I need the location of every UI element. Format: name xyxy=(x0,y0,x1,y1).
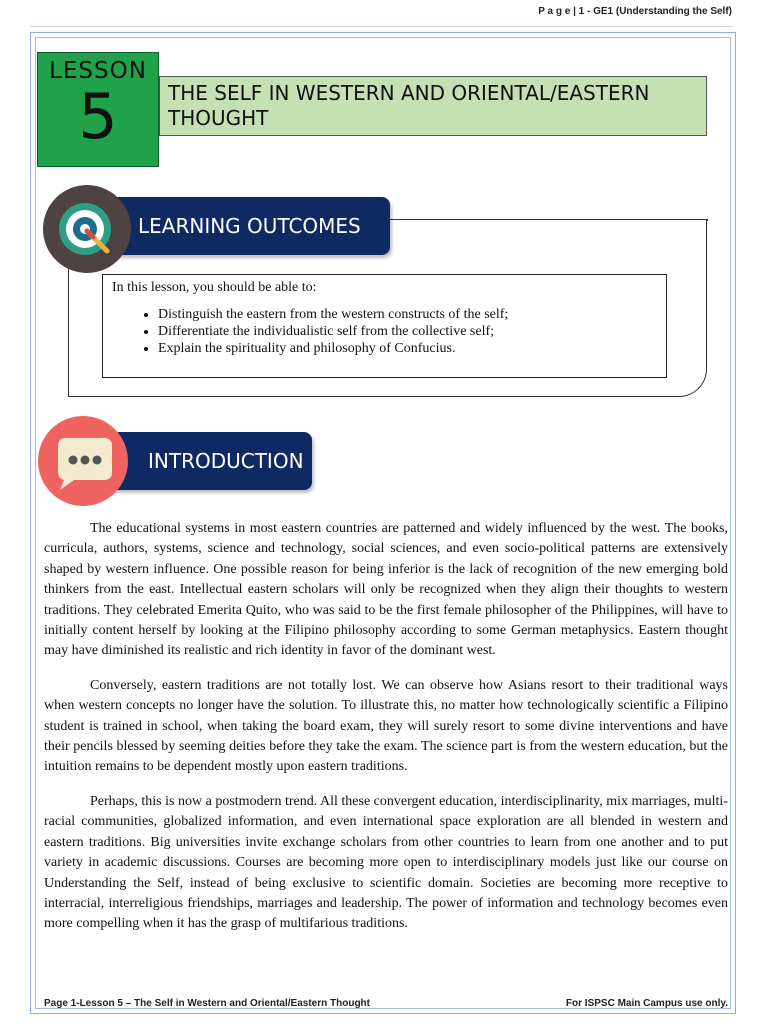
page-header xyxy=(30,6,732,27)
lesson-number-box xyxy=(37,52,159,167)
list-item: • Explain the spirituality and philosophy of Confucius. xyxy=(158,340,657,357)
learning-outcomes-outline-top xyxy=(390,219,708,221)
target-icon xyxy=(43,185,131,273)
introduction-body xyxy=(44,519,728,949)
page-header-text: P a g e | 1 - GE1 (Understanding the Self) xyxy=(538,6,732,17)
intro-paragraph-1: The educational systems in most eastern countries are patterned and widely influenced by the west. The books, curricula, authors, systems, science and technology, social sciences, and even socio-political patterns are extensively shaped by western influence. One possible reason for being inferior is the lack of recognition of the new emerging bold thinkers from the east. Intellectual eastern scholars will only be recognized when they align their thoughts to western traditions. They celebrated Emerita Quito, who was said to be the first female philosopher of the Philippines, will have to initially content herself by looking at the Filipino philosophy according to some German metaphysics. Eastern thought may have diminished its realistic and rich identity in favor of the dominant west. xyxy=(44,521,728,659)
learning-outcomes-heading xyxy=(88,197,390,255)
chat-bubble-icon xyxy=(38,416,128,506)
lesson-title: THE SELF IN WESTERN AND ORIENTAL/EASTERN THOUGHT xyxy=(159,76,707,136)
learning-outcomes-heading-text: LEARNING OUTCOMES xyxy=(138,214,361,238)
intro-paragraph-3: Perhaps, this is now a postmodern trend. All these convergent education, interdisciplinarity, mix marriages, multi-racial communities, globalized information, and even international space exploration are all blended in western and eastern traditions. Big universities invite exchange scholars from other countries to learn from one another and to put variety in academic discussions. Courses are becoming more open to interdisciplinary models just like our course on Understanding the Self, instead of being exclusive to scientific domain. Societies are becoming more receptive to interracial, interreligious friendships, marriages and leadership. The power of information and technology becomes even more compelling when it has the grasp of multifarious traditions. xyxy=(44,793,728,932)
page-footer xyxy=(44,998,728,1012)
list-item: • Distinguish the eastern from the western constructs of the self; xyxy=(158,306,657,323)
list-item: • Differentiate the individualistic self from the collective self; xyxy=(158,323,657,340)
learning-outcomes-box xyxy=(102,274,667,378)
learning-outcomes-list xyxy=(112,306,657,357)
introduction-heading-text: INTRODUCTION xyxy=(148,449,304,473)
lesson-number: 5 xyxy=(78,80,118,153)
intro-paragraph-2: Conversely, eastern traditions are not totally lost. We can observe how Asians resort to their traditional ways when western concepts no longer have the solution. To illustrate this, no matter how technologically scientific a Filipino student is trained in school, when taking the board exam, they will surely resort to some divine interventions and have their pencils blessed by seeming deities before they take the exam. The science part is from the western education, but the intuition remains to be dependent mostly upon eastern traditions. xyxy=(44,677,728,775)
footer-right-text: For ISPSC Main Campus use only. xyxy=(565,998,728,1009)
learning-outcomes-intro: In this lesson, you should be able to: xyxy=(112,280,317,295)
introduction-heading xyxy=(108,432,312,490)
footer-left-text: Page 1-Lesson 5 – The Self in Western and Oriental/Eastern Thought xyxy=(44,998,370,1009)
lesson-label: LESSON xyxy=(49,58,147,84)
